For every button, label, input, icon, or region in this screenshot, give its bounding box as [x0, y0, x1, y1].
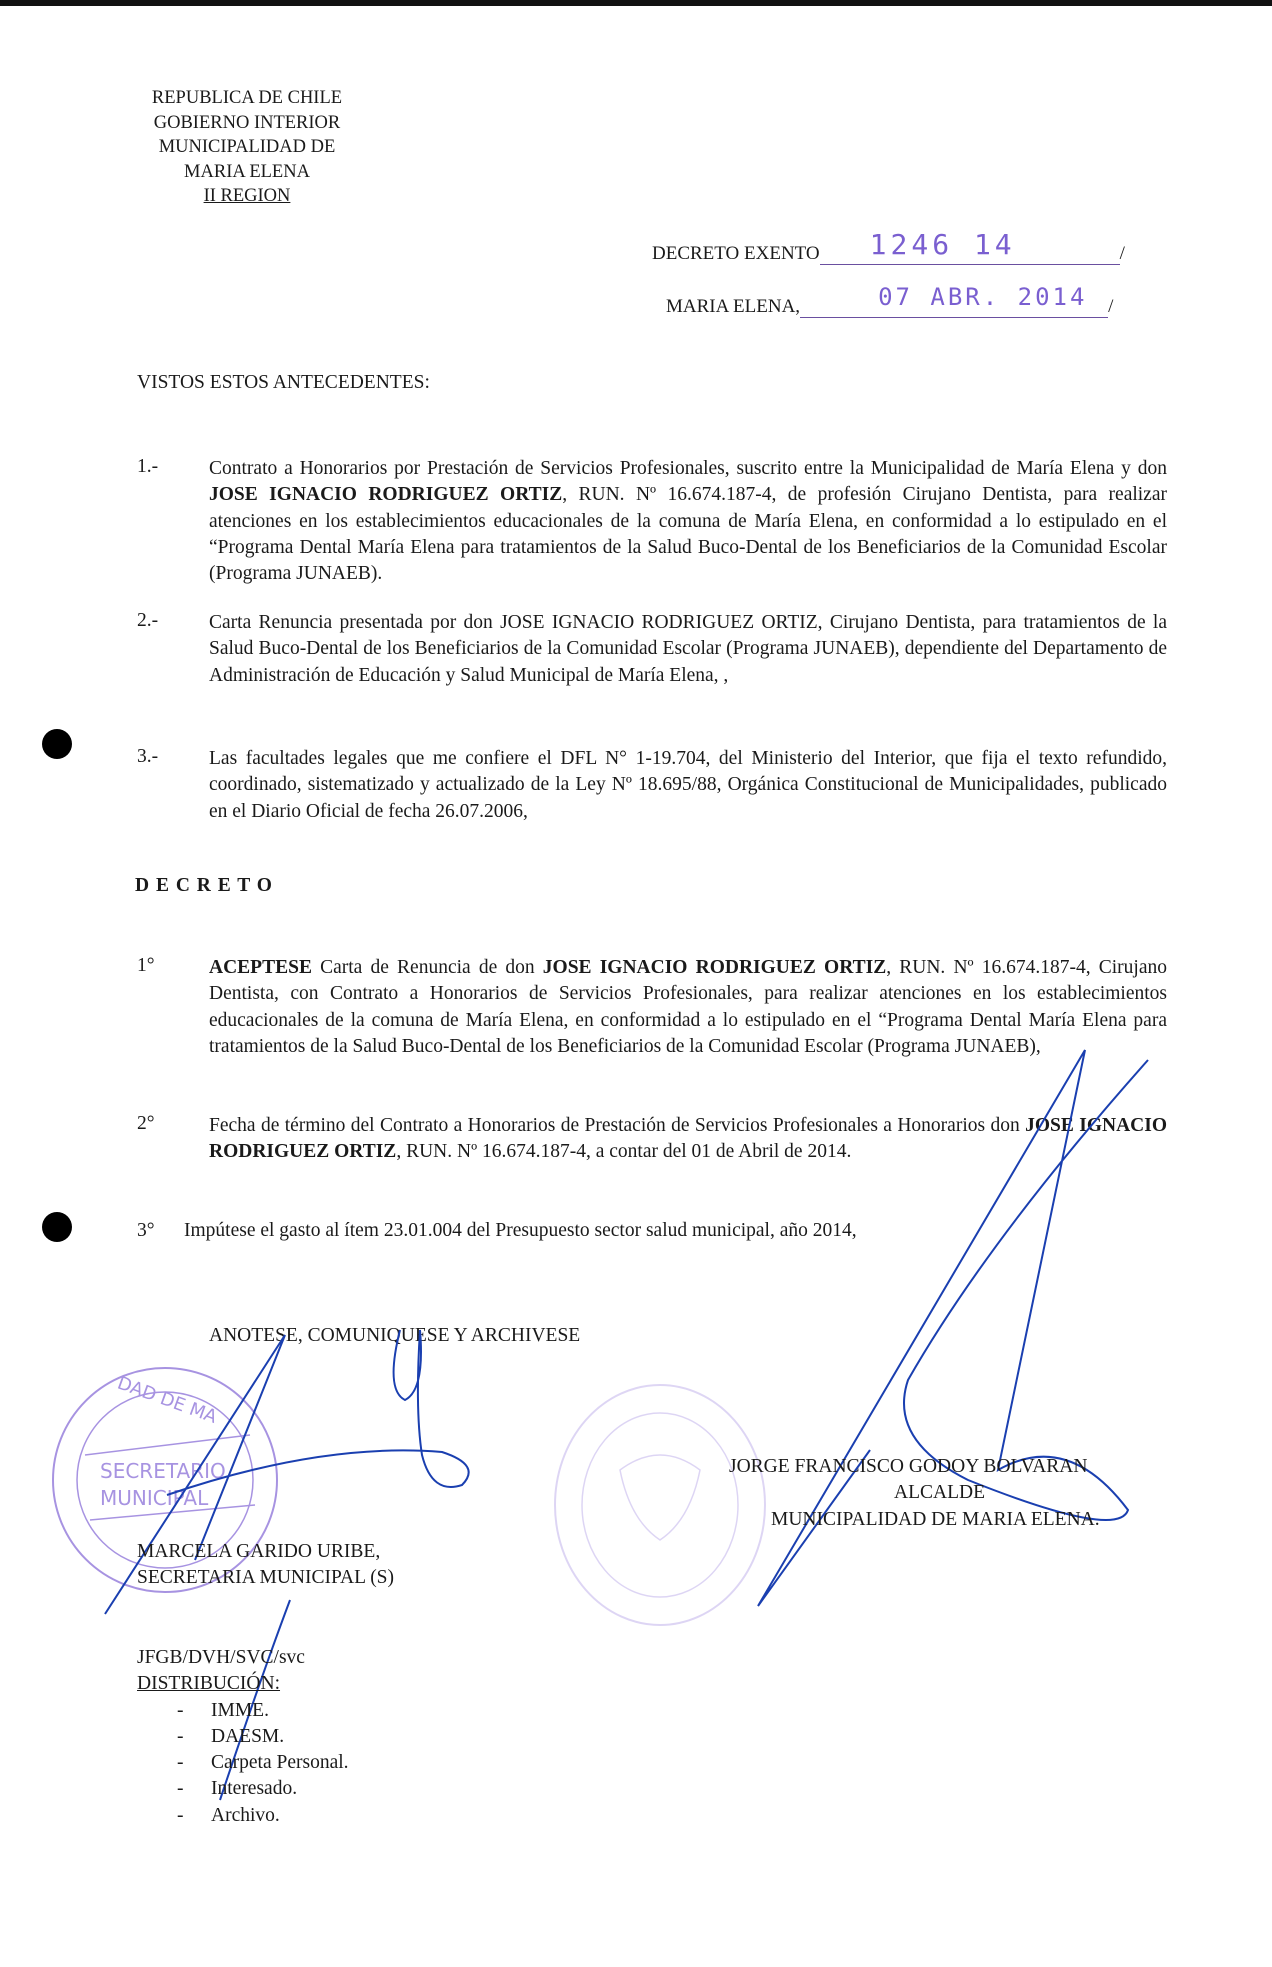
- distribution-item: - DAESM.: [177, 1725, 285, 1747]
- slash: /: [1119, 243, 1125, 264]
- secretary-title: SECRETARIA MUNICIPAL (S): [137, 1567, 395, 1589]
- letterhead: [137, 86, 357, 209]
- svg-text:MUNICIPAL: MUNICIPAL: [100, 1486, 209, 1510]
- secretary-signature-block: [137, 1539, 394, 1592]
- distribution-item: - Interesado.: [177, 1778, 298, 1800]
- date-stamp: 07 ABR. 2014: [878, 283, 1088, 311]
- decreto-item-3: Impútese el gasto al ítem 23.01.004 del Presupuesto sector salud municipal, año 2014,: [184, 1220, 857, 1241]
- place-label: MARIA ELENA,: [666, 296, 801, 317]
- distribution-block: [137, 1645, 349, 1829]
- decree-date-field: [666, 283, 1114, 318]
- mayor-title: ALCALDE: [894, 1482, 985, 1504]
- letterhead-line: II REGION: [203, 186, 291, 207]
- mayor-name: JORGE FRANCISCO GODOY BOLVARAN: [729, 1456, 1088, 1477]
- mayor-institution: MUNICIPALIDAD DE MARIA ELENA.: [771, 1508, 1100, 1530]
- punch-hole: [42, 729, 72, 759]
- decree-number-stamp: 1246 14: [869, 228, 1016, 261]
- distribution-title: DISTRIBUCIÓN:: [137, 1673, 281, 1695]
- decreto-item-2: Fecha de término del Contrato a Honorarios de Prestación de Servicios Profesionales a Honorarios don JOSE IGNACIO RODRIGUEZ ORTIZ, RUN. Nº 16.674.187-4, a contar del 01 de Abril de 2014.: [209, 1115, 1168, 1163]
- distribution-item: - IMME.: [177, 1699, 269, 1721]
- vistos-item-1: Contrato a Honorarios por Prestación de Servicios Profesionales, suscrito entre la Municipalidad de María Elena y don JOSE IGNACIO RODRIGUEZ ORTIZ, RUN. Nº 16.674.187-4, de profesión Cirujano Dentista, para realizar atenciones en los establecimientos educacionales de la comuna de María Elena, en conformidad a lo estipulado en el “Programa Dental María Elena para tratamientos de la Salud Buco-Dental de los Beneficiarios de la Comunidad Escolar (Programa JUNAEB).: [209, 458, 1167, 585]
- item-number: 3.-: [137, 746, 159, 767]
- scan-border: [0, 0, 1272, 6]
- item-number: 1°: [137, 955, 155, 976]
- initials: JFGB/DVH/SVC/svc: [137, 1647, 305, 1668]
- slash: /: [1108, 296, 1114, 317]
- mayor-signature-block: [729, 1454, 1159, 1533]
- punch-hole: [42, 1212, 72, 1242]
- closing-formula: ANOTESE, COMUNIQUESE Y ARCHIVESE: [209, 1325, 581, 1346]
- svg-text:SECRETARIO: SECRETARIO: [100, 1459, 226, 1483]
- item-number: 2.-: [137, 610, 159, 631]
- item-number: 2°: [137, 1113, 155, 1134]
- letterhead-line: MUNICIPALIDAD DE: [158, 137, 336, 158]
- secretary-name: MARCELA GARIDO URIBE,: [137, 1541, 381, 1562]
- decree-number-field: [652, 228, 1125, 265]
- svg-text:DAD DE MA: DAD DE MA: [114, 1372, 220, 1428]
- vistos-item-2: Carta Renuncia presentada por don JOSE IGNACIO RODRIGUEZ ORTIZ, Cirujano Dentista, para tratamientos de la Salud Buco-Dental de los Beneficiarios de la Comunidad Escolar (Programa JUNAEB), dependiente del Departamento de Administración de Educación y Salud Municipal de María Elena, ,: [209, 612, 1167, 686]
- decree-label: DECRETO EXENTO: [652, 243, 820, 264]
- item-number: 1.-: [137, 456, 159, 477]
- decreto-heading: D E C R E T O: [135, 875, 273, 896]
- vistos-item-3: Las facultades legales que me confiere el DFL N° 1-19.704, del Ministerio del Interior, que fija el texto refundido, coordinado, sistematizado y actualizado de la Ley Nº 18.695/88, Orgánica Constitucional de Municipalidades, publicado en el Diario Oficial de fecha 26.07.2006,: [209, 748, 1167, 822]
- distribution-item: - Carpeta Personal.: [177, 1752, 349, 1774]
- letterhead-line: REPUBLICA DE CHILE: [151, 88, 343, 108]
- distribution-item: - Archivo.: [177, 1804, 280, 1826]
- item-number: 3°: [137, 1220, 155, 1241]
- letterhead-line: GOBIERNO INTERIOR: [153, 112, 341, 133]
- letterhead-line: MARIA ELENA: [184, 161, 310, 182]
- decreto-item-1: ACEPTESE Carta de Renuncia de don JOSE IGNACIO RODRIGUEZ ORTIZ, RUN. Nº 16.674.187-4, Cirujano Dentista, con Contrato a Honorarios de Servicios Profesionales, para realizar atenciones en los establecimientos educacionales de la comuna de María Elena, en conformidad a lo estipulado en el “Programa Dental María Elena para tratamientos de la Salud Buco-Dental de los Beneficiarios de la Comunidad Escolar (Programa JUNAEB),: [209, 957, 1167, 1057]
- vistos-heading: VISTOS ESTOS ANTECEDENTES:: [137, 372, 430, 393]
